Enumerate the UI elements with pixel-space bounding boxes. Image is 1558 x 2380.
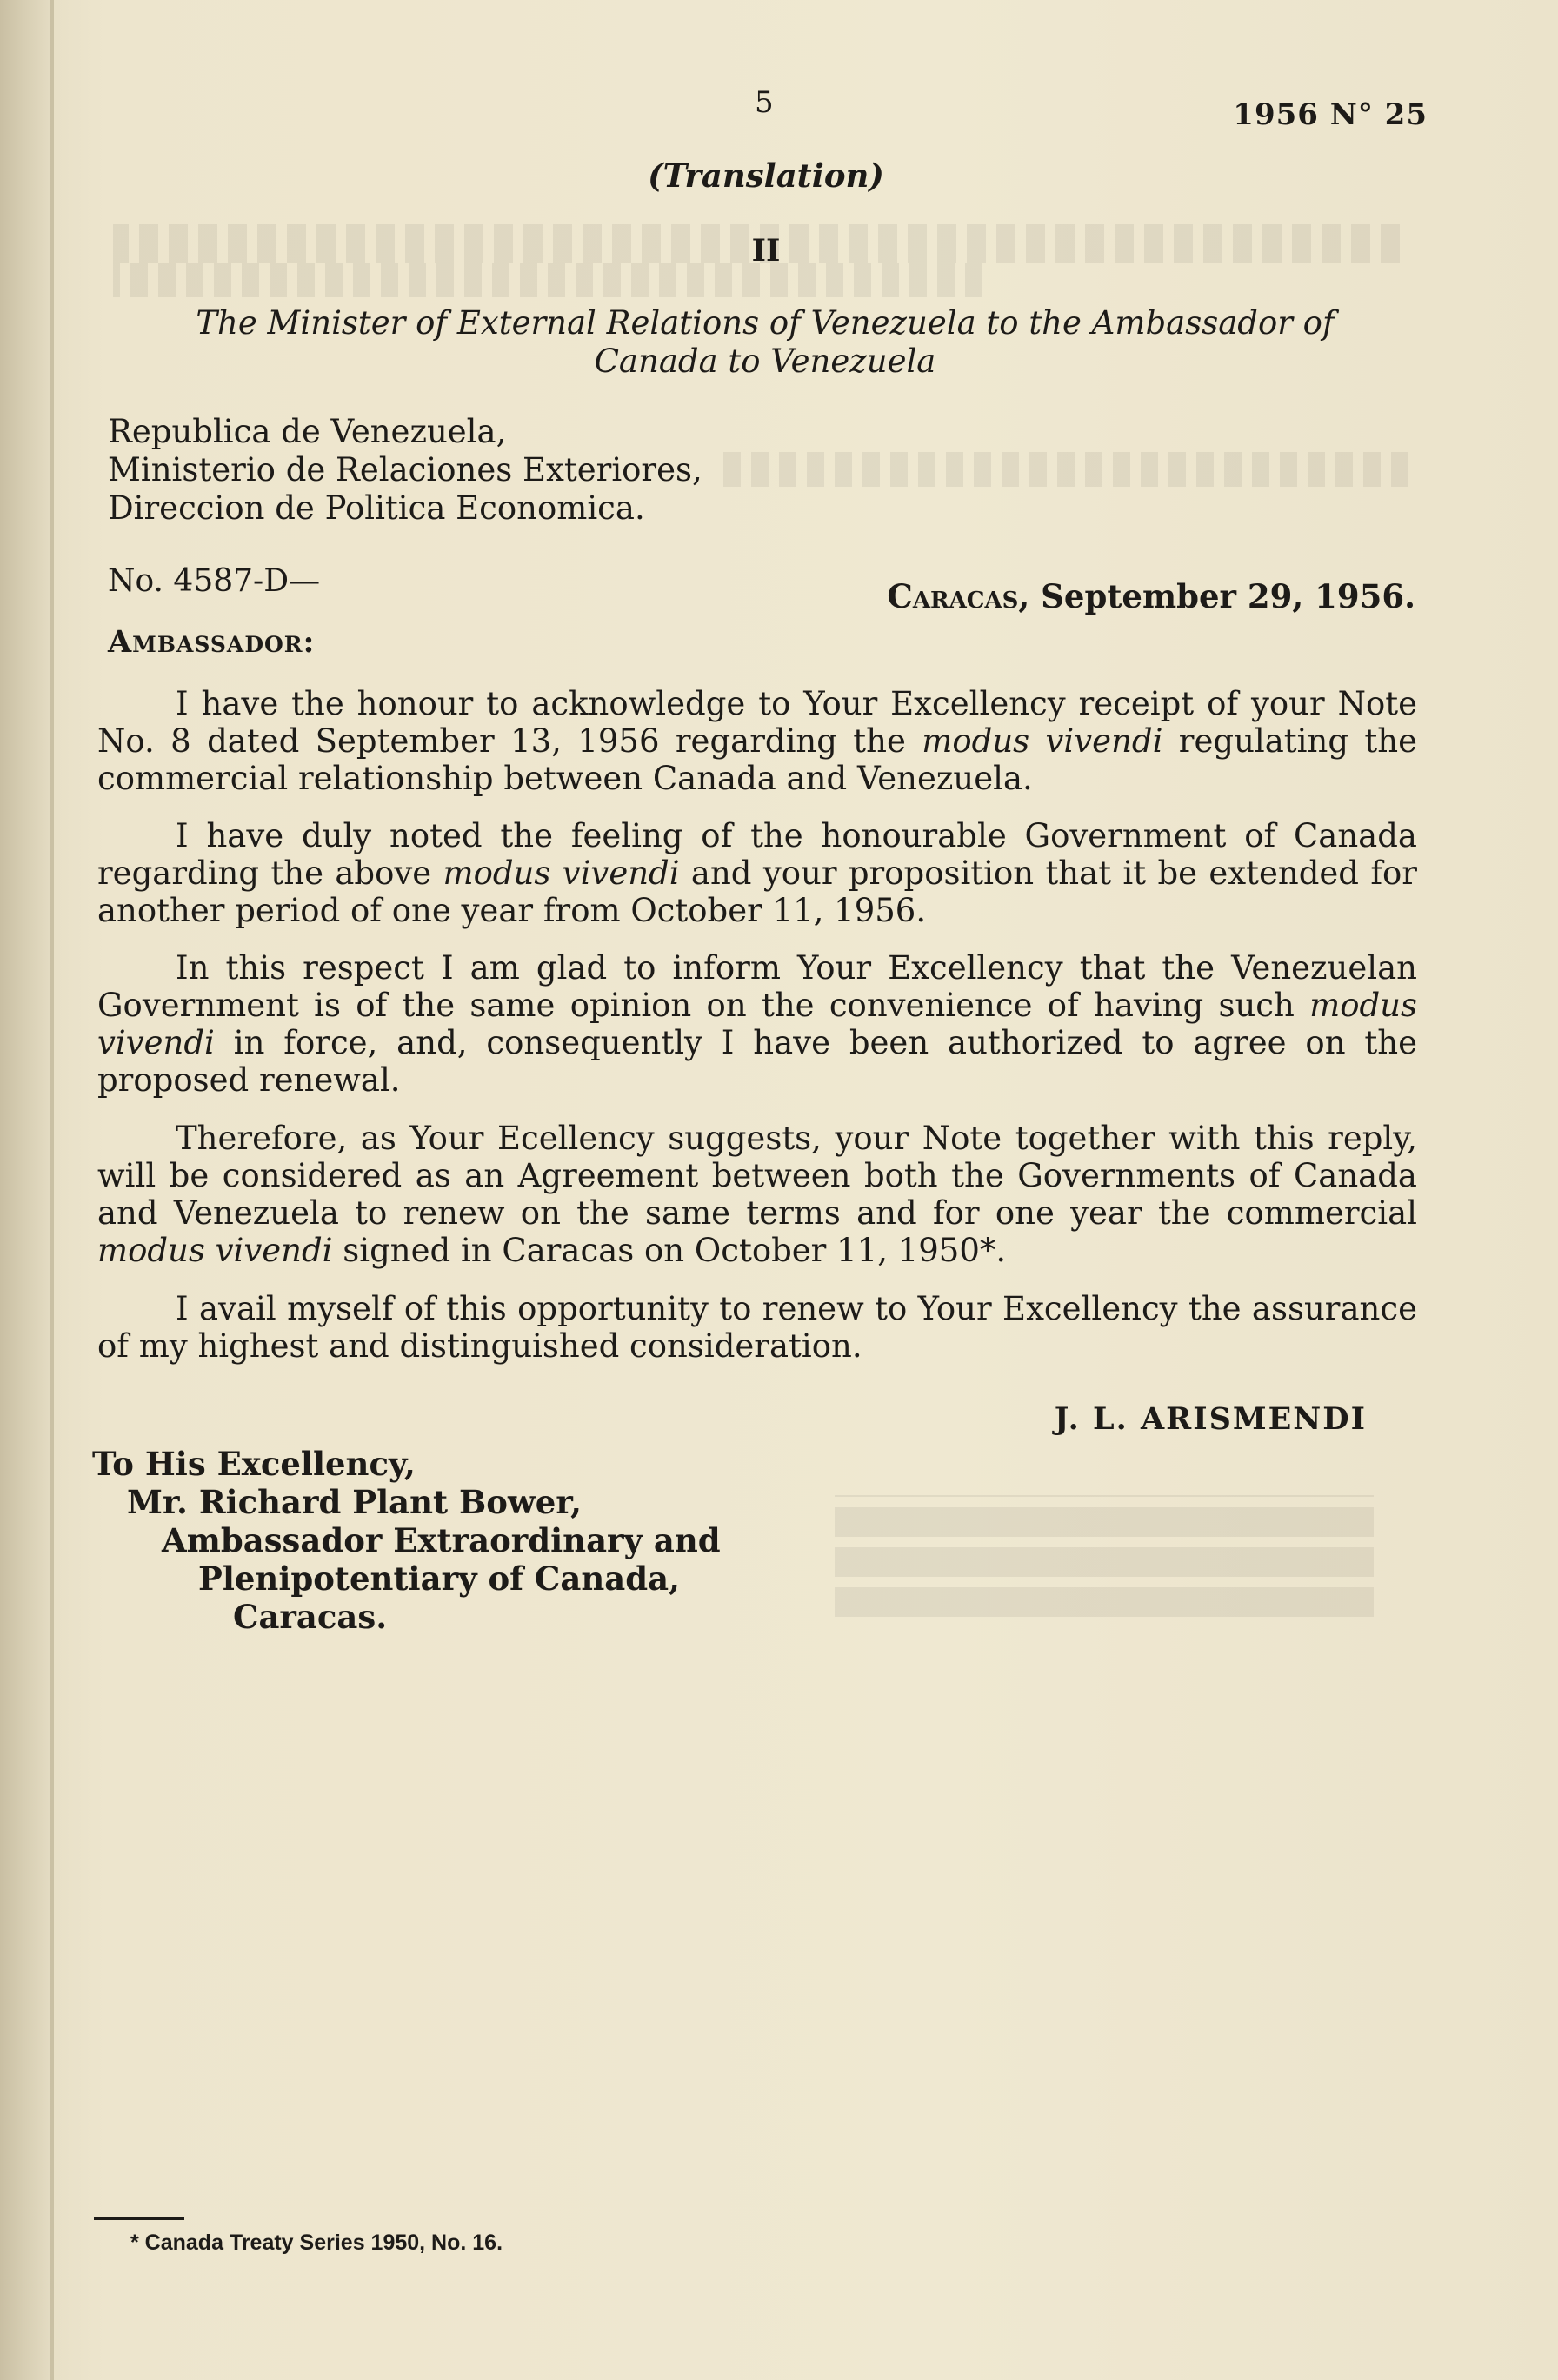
body-paragraph [97,1120,1417,1269]
recipient-line: Ambassador Extraordinary and [162,1521,721,1559]
footnote-rule [94,2217,184,2220]
document-numeral: II [751,233,781,269]
place-date [887,577,1415,615]
footnote: * Canada Treaty Series 1950, No. 16. [130,2230,503,2255]
note-number: No. 4587-D— [108,563,321,599]
paragraph-text: and your proposition that it be extended for another period of one year from October 11, 1956. [97,854,1417,929]
recipient-address [92,1445,721,1636]
paragraph-text: I have the honour to acknowledge to Your Excellency receipt of your Note No. 8 dated September 13, 1956 regarding the [97,685,1417,760]
paragraph-text: regulating the commercial relationship between Canada and Venezuela. [97,722,1417,797]
paragraph-text: in force, and, consequently I have been authorized to agree on the proposed renewal. [97,1024,1417,1099]
signature-name: J. L. ARISMENDI [1054,1401,1367,1437]
page-number: 5 [755,85,774,120]
paragraph-italic: modus vivendi [97,1232,333,1269]
closing-paragraph: I avail myself of this opportunity to renew to Your Excellency the assurance of my highest and distinguished consideration. [97,1290,1417,1365]
paragraph-italic: modus vivendi [443,854,680,892]
sender-line: Republica de Venezuela, [108,413,507,450]
paragraph-italic: modus vivendi [922,722,1163,760]
body-paragraph [97,949,1417,1099]
recipient-line: Caracas. [233,1598,388,1636]
letter-heading-line2: Canada to Venezuela [594,342,936,380]
page-binding-shadow [0,0,50,2380]
series-reference: 1956 N° 25 [1233,97,1428,132]
paragraph-italic: modus vivendi [97,987,1417,1061]
body-paragraph [97,685,1417,797]
paragraph-text: In this respect I am glad to inform Your Excellency that the Venezuelan Government is of the same opinion on the convenience of having such [97,949,1417,1024]
recipient-line: To His Excellency, [92,1445,416,1483]
sender-line: Direccion de Politica Economica. [108,489,645,527]
letter-heading-line1: The Minister of External Relations of Venezuela to the Ambassador of [196,304,1335,342]
show-through-texture [713,452,1408,487]
sender-address [108,413,702,528]
recipient-line: Plenipotentiary of Canada, [198,1559,680,1598]
sender-line: Ministerio de Relaciones Exteriores, [108,451,702,489]
paragraph-text: signed in Caracas on October 11, 1950*. [332,1232,1007,1269]
page-fold-line [50,0,54,2380]
translation-label: (Translation) [648,156,884,195]
salutation: Ambassador: [108,624,316,660]
recipient-line: Mr. Richard Plant Bower, [127,1483,583,1521]
place-city: Caracas [887,577,1019,615]
date-text: , September 29, 1956. [1018,577,1415,615]
body-paragraph [97,817,1417,929]
paragraph-text: Therefore, as Your Ecellency suggests, your Note together with this reply, will be considered as an Agreement between both the Governments of Canada and Venezuela to renew on the same terms and for one year the commercial [97,1120,1417,1232]
paragraph-text: I have duly noted the feeling of the honourable Government of Canada regarding the above [97,817,1417,892]
letter-heading [113,304,1417,381]
show-through-texture [835,1495,1374,1617]
